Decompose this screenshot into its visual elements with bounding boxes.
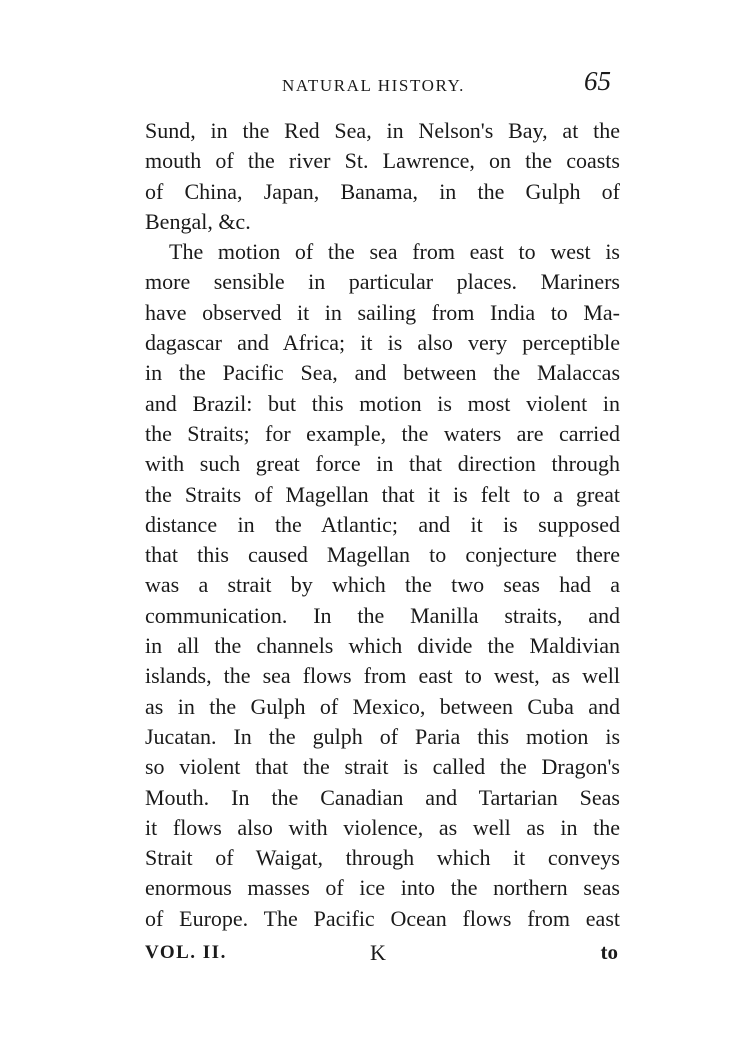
text-line: islands, the sea flows from east to west, as well: [145, 663, 620, 689]
text-line: as in the Gulph of Mexico, between Cuba and: [145, 693, 620, 719]
running-title: NATURAL HISTORY.: [282, 76, 466, 95]
running-head: [140, 66, 625, 106]
page-footer: [145, 940, 620, 970]
text-line: with such great force in that direction through: [145, 451, 620, 477]
text-line: that this caused Magellan to conjecture there: [145, 542, 620, 568]
text-line: mouth of the river St. Lawrence, on the coasts: [145, 148, 620, 174]
text-line: Jucatan. In the gulph of Paria this motion is: [145, 723, 620, 749]
catchword: to: [600, 940, 618, 964]
text-line: distance in the Atlantic; and it is supposed: [145, 511, 620, 537]
text-line: it flows also with violence, as well as in the: [145, 814, 620, 840]
body-text: [145, 116, 620, 934]
text-line: more sensible in particular places. Mariners: [145, 269, 620, 295]
text-line: communication. In the Manilla straits, and: [145, 602, 620, 628]
signature-mark: K: [370, 940, 386, 965]
text-line: Strait of Waigat, through which it conveys: [145, 845, 620, 871]
text-line: of China, Japan, Banama, in the Gulph of: [145, 178, 620, 204]
text-line: The motion of the sea from east to west is: [169, 239, 620, 265]
text-line: Mouth. In the Canadian and Tartarian Seas: [145, 784, 620, 810]
text-line: Bengal, &c.: [145, 208, 251, 234]
text-line: enormous masses of ice into the northern seas: [145, 875, 620, 901]
text-line: in the Pacific Sea, and between the Malaccas: [145, 360, 620, 386]
text-line: in all the channels which divide the Maldivian: [145, 633, 620, 659]
text-line: of Europe. The Pacific Ocean flows from east: [145, 905, 620, 931]
text-line: was a strait by which the two seas had a: [145, 572, 620, 598]
text-line: dagascar and Africa; it is also very perceptible: [145, 330, 620, 356]
page-number: 65: [584, 66, 611, 96]
text-line: Sund, in the Red Sea, in Nelson's Bay, at the: [145, 118, 620, 143]
text-line: and Brazil: but this motion is most violent in: [145, 390, 620, 416]
text-line: have observed it in sailing from India to Ma-: [145, 299, 620, 325]
volume-mark: VOL. II.: [145, 942, 227, 963]
text-line: the Straits of Magellan that it is felt to a great: [145, 481, 620, 507]
text-line: so violent that the strait is called the Dragon's: [145, 754, 620, 780]
text-line: the Straits; for example, the waters are carried: [145, 420, 620, 446]
